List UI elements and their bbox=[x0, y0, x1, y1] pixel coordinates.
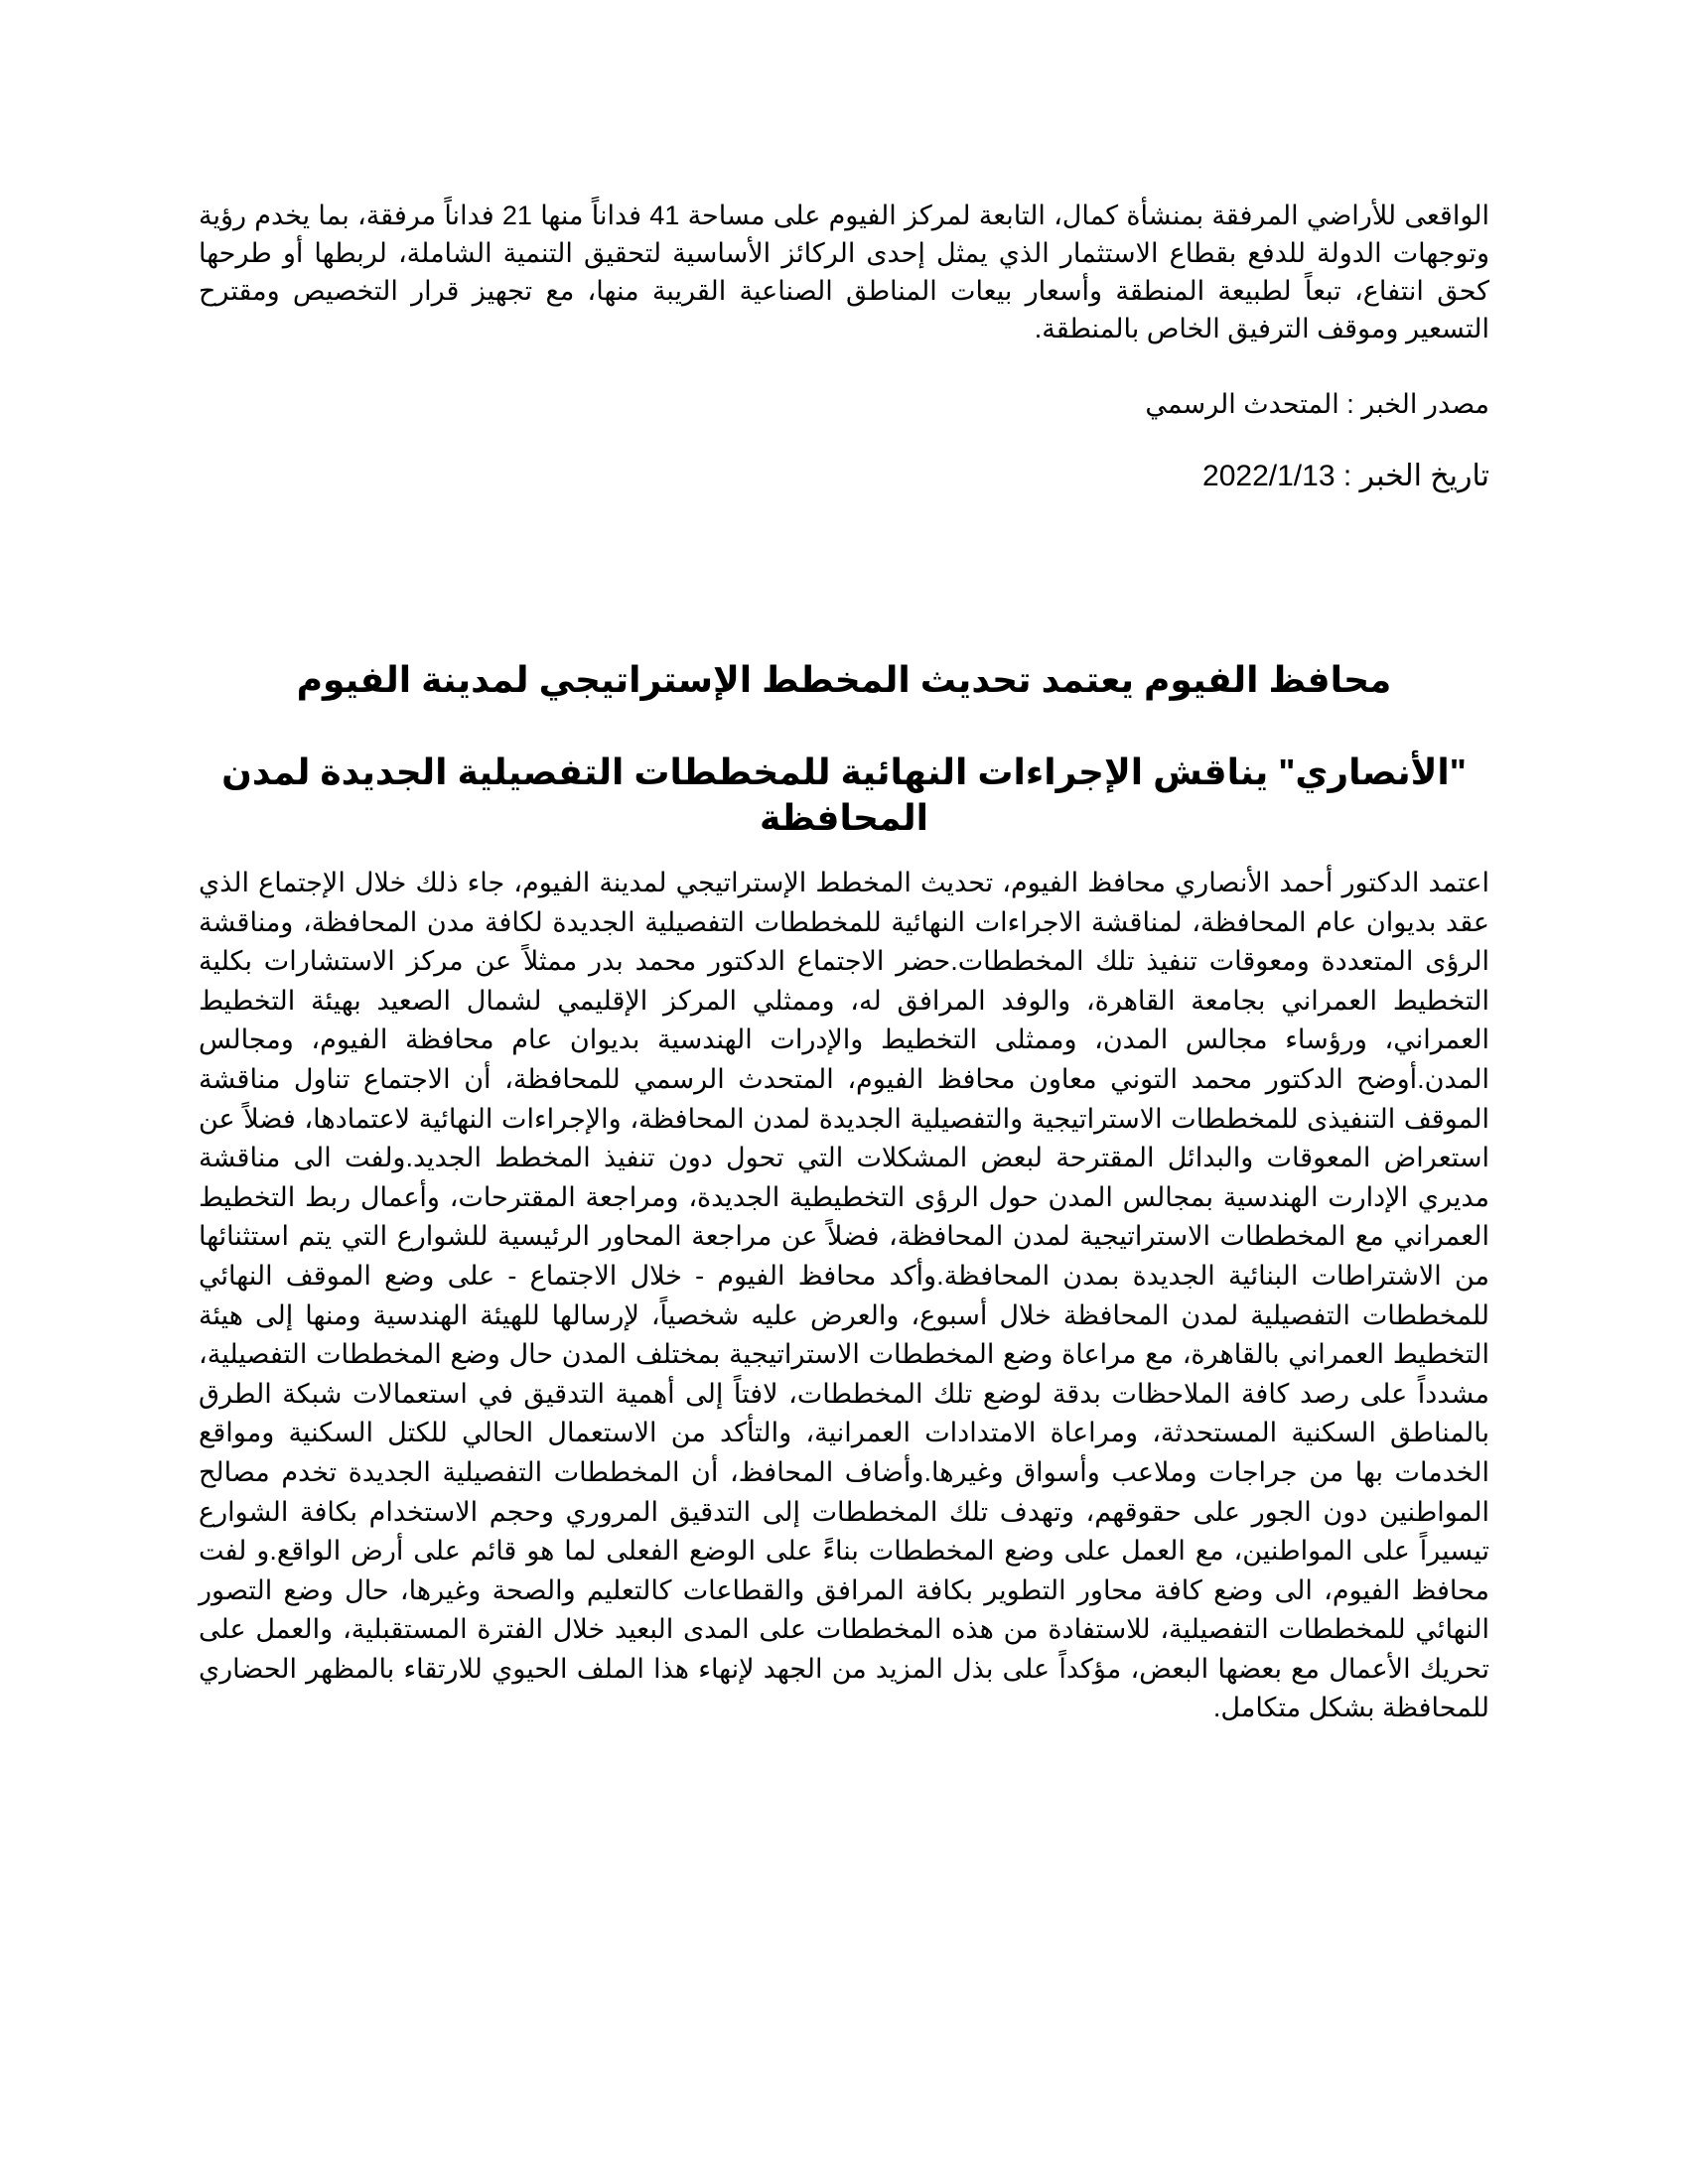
news-source: مصدر الخبر : المتحدث الرسمي bbox=[1145, 389, 1489, 419]
main-headline: محافظ الفيوم يعتمد تحديث المخطط الإستراتيجي لمدينة الفيوم bbox=[296, 659, 1392, 700]
news-date: تاريخ الخبر : 2022/1/13 bbox=[1202, 460, 1489, 492]
sub-headline: "الأنصاري" يناقش الإجراءات النهائية للمخططات التفصيلية الجديدة لمدن المحافظة bbox=[221, 751, 1467, 838]
body-paragraph: اعتمد الدكتور أحمد الأنصاري محافظ الفيوم، تحديث المخطط الإستراتيجي لمدينة الفيوم، جاء ذلك خلال الإجتماع الذي عقد بديوان عام المحافظة، لمناقشة الاجراءات النهائية للمخططات التفصيلية الجديدة لكافة مدن المحافظة، ومناقشة الرؤى المتعددة ومعوقات تنفيذ تلك المخططات.حضر الاجتماع الدكتور محمد بدر ممثلاً عن مركز الاستشارات بكلية التخطيط العمراني بجامعة القاهرة، والوفد المرافق له، وممثلي المركز الإقليمي لشمال الصعيد بهيئة التخطيط العمراني، ورؤساء مجالس المدن، وممثلى التخطيط والإدرات الهندسية بديوان عام محافظة الفيوم، ومجالس المدن.أوضح الدكتور محمد التوني معاون محافظ الفيوم، المتحدث الرسمي للمحافظة، أن الاجتماع تناول مناقشة الموقف التنفيذى للمخططات الاستراتيجية والتفصيلية الجديدة لمدن المحافظة، والإجراءات النهائية لاعتمادها، فضلاً عن استعراض المعوقات والبدائل المقترحة لبعض المشكلات التي تحول دون تنفيذ المخطط الجديد.ولفت الى مناقشة مديري الإدارت الهندسية بمجالس المدن حول الرؤى التخطيطية الجديدة، ومراجعة المقترحات، وأعمال ربط التخطيط العمراني مع المخططات الاستراتيجية لمدن المحافظة، فضلاً عن مراجعة المحاور الرئيسية للشوارع التي يتم استثنائها من الاشتراطات البنائية الجديدة بمدن المحافظة.وأكد محافظ الفيوم - خلال الاجتماع - على وضع الموقف النهائي للمخططات التفصيلية لمدن المحافظة خلال أسبوع، والعرض عليه شخصياً، لإرسالها للهيئة الهندسية ومنها إلى هيئة التخطيط العمراني بالقاهرة، مع مراعاة وضع المخططات الاستراتيجية بمختلف المدن حال وضع المخططات التفصيلية، مشدداً على رصد كافة الملاحظات بدقة لوضع تلك المخططات، لافتاً إلى أهمية التدقيق في استعمالات شبكة الطرق بالمناطق السكنية المستحدثة، ومراعاة الامتدادات العمرانية، والتأكد من الاستعمال الحالي للكتل السكنية ومواقع الخدمات بها من جراجات وملاعب وأسواق وغيرها.وأضاف المحافظ، أن المخططات التفصيلية الجديدة تخدم مصالح المواطنين دون الجور على حقوقهم، وتهدف تلك المخططات إلى التدقيق المروري وحجم الاستخدام بكافة الشوارع تيسيراً على المواطنين، مع العمل على وضع المخططات بناءً على الوضع الفعلى لما هو قائم على أرض الواقع.و لفت محافظ الفيوم، الى وضع كافة محاور التطوير بكافة المرافق والقطاعات كالتعليم والصحة وغيرها، حال وضع التصور النهائي للمخططات التفصيلية، للاستفادة من هذه المخططات على المدى البعيد خلال الفترة المستقبلية، والعمل على تحريك الأعمال مع بعضها البعض، مؤكداً على بذل المزيد من الجهد لإنهاء هذا الملف الحيوي للارتقاء بالمظهر الحضاري للمحافظة بشكل متكامل. bbox=[199, 868, 1490, 1723]
intro-paragraph: الواقعى للأراضي المرفقة بمنشأة كمال، التابعة لمركز الفيوم على مساحة 41 فداناً منها 21 فداناً مرفقة، بما يخدم رؤية وتوجهات الدولة للدفع بقطاع الاستثمار الذي يمثل إحدى الركائز الأساسية لتحقيق التنمية الشاملة، لربطها أو طرحها كحق انتفاع، تبعاً لطبيعة المنطقة وأسعار بيعات المناطق الصناعية القريبة منها، مع تجهيز قرار التخصيص ومقترح التسعير وموقف الترفيق الخاص بالمنطقة. bbox=[199, 201, 1490, 343]
